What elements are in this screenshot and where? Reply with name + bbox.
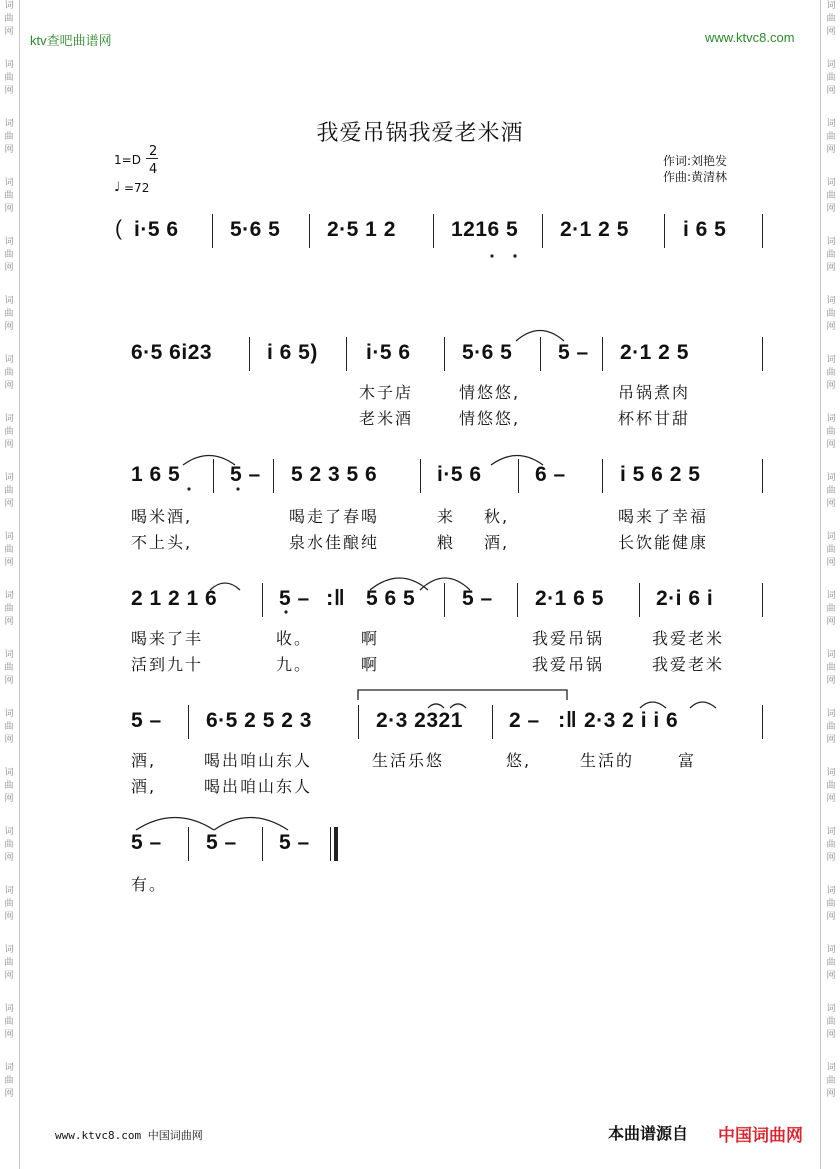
- watermark-char: 曲: [4, 781, 14, 791]
- lyricist: 作词:刘艳发: [663, 154, 728, 168]
- lyric: 粮: [437, 533, 456, 552]
- watermark-char: 网: [826, 1089, 836, 1099]
- measure: 2·3 2 i i 6: [584, 709, 679, 732]
- measure: 6·5 2 5 2 3: [206, 709, 312, 732]
- measure: 5 –: [131, 831, 162, 854]
- watermark-char: 曲: [4, 545, 14, 555]
- lyric: 不上头,: [131, 533, 193, 552]
- lyric: 富: [678, 751, 697, 770]
- watermark-char: 网: [826, 617, 836, 627]
- watermark-char: 网: [826, 263, 836, 273]
- measure: i 6 5: [683, 218, 727, 241]
- site-name-header[interactable]: ktv查吧曲谱网: [30, 33, 112, 48]
- watermark-char: 网: [826, 735, 836, 745]
- lyric: 我爱老米: [652, 655, 725, 674]
- watermark-char: 曲: [826, 14, 836, 24]
- watermark-char: 曲: [4, 486, 14, 496]
- watermark-char: 曲: [4, 132, 14, 142]
- song-title: 我爱吊锅我爱老米酒: [316, 121, 524, 146]
- watermark-char: 词: [4, 945, 14, 955]
- watermark-char: 词: [4, 178, 14, 188]
- watermark-char: 词: [4, 827, 14, 837]
- measure: i 5 6 2 5: [620, 463, 701, 486]
- watermark-char: 词: [826, 1004, 836, 1014]
- watermark-char: 曲: [4, 1017, 14, 1027]
- watermark-char: 网: [4, 86, 14, 96]
- watermark-char: 词: [4, 237, 14, 247]
- composer: 作曲:黄清林: [663, 170, 728, 184]
- measure: 1 6 5: [131, 463, 181, 486]
- watermark-char: 词: [826, 60, 836, 70]
- measure: 2 1 2 1 6: [131, 587, 218, 610]
- watermark-char: 曲: [826, 368, 836, 378]
- watermark-char: 曲: [826, 73, 836, 83]
- lyric: 酒,: [131, 751, 157, 770]
- measure: 1216 5: [451, 218, 519, 241]
- key-signature: 1=D: [114, 153, 141, 167]
- barline: [762, 583, 763, 617]
- watermark-char: 曲: [826, 958, 836, 968]
- dot: [513, 254, 516, 257]
- barline: [602, 337, 603, 371]
- watermark-char: 词: [4, 355, 14, 365]
- watermark-char: 曲: [826, 132, 836, 142]
- lyric: 酒,: [131, 777, 157, 796]
- lyric: 我爱老米: [652, 629, 725, 648]
- lyric: 泉水佳酿纯: [289, 533, 380, 552]
- watermark-char: 词: [826, 886, 836, 896]
- measure: 6·5 6i23: [131, 341, 213, 364]
- lyric: 我爱吊锅: [532, 629, 605, 648]
- watermark-char: 网: [4, 912, 14, 922]
- lyric: 生活乐悠: [372, 751, 445, 770]
- watermark-char: 网: [4, 735, 14, 745]
- measure: 2·1 6 5: [535, 587, 604, 610]
- watermark-char: 词: [4, 532, 14, 542]
- repeat-end-sign: :‖: [558, 707, 578, 732]
- lyric: 来: [437, 507, 456, 526]
- measure: i·5 6: [134, 218, 179, 241]
- watermark-char: 曲: [826, 427, 836, 437]
- watermark-char: 曲: [4, 14, 14, 24]
- watermark-char: 曲: [4, 958, 14, 968]
- barline: [213, 459, 214, 493]
- barline: [188, 705, 189, 739]
- measure: 5 6 5: [366, 587, 416, 610]
- watermark-char: 词: [826, 355, 836, 365]
- watermark-char: 曲: [826, 1076, 836, 1086]
- footer-source-label: 本曲谱源自: [608, 1124, 689, 1143]
- barline: [262, 827, 263, 861]
- lyric: 收。: [276, 629, 313, 648]
- final-barline-thin: [330, 827, 331, 861]
- measure: 5 –: [558, 341, 589, 364]
- right-edge-line: [820, 0, 821, 1169]
- lyric: 啊: [361, 629, 380, 648]
- measure: 5·6 5: [462, 341, 513, 364]
- lyric: 长饮能健康: [618, 533, 709, 552]
- watermark-char: 词: [4, 591, 14, 601]
- watermark-char: 网: [4, 381, 14, 391]
- watermark-char: 曲: [826, 191, 836, 201]
- watermark-char: 曲: [4, 191, 14, 201]
- watermark-char: 词: [4, 296, 14, 306]
- measure: 5 2 3 5 6: [291, 463, 378, 486]
- barline: [602, 459, 603, 493]
- barline: [346, 337, 347, 371]
- watermark-char: 曲: [4, 1076, 14, 1086]
- dot: [490, 254, 493, 257]
- watermark-char: 曲: [4, 250, 14, 260]
- watermark-char: 词: [826, 945, 836, 955]
- lyric: 杯杯甘甜: [618, 409, 691, 428]
- watermark-char: 曲: [826, 840, 836, 850]
- watermark-char: 网: [4, 794, 14, 804]
- measure: i·5 6: [437, 463, 482, 486]
- watermark-char: 词: [4, 650, 14, 660]
- lyric: 喝走了春喝: [289, 507, 380, 526]
- barline: [664, 214, 665, 248]
- watermark-char: 网: [4, 1089, 14, 1099]
- left-watermark-strip: [2, 0, 16, 1169]
- watermark-char: 词: [826, 1, 836, 11]
- watermark-char: 词: [826, 237, 836, 247]
- watermark-char: 曲: [4, 427, 14, 437]
- watermark-char: 网: [826, 676, 836, 686]
- slur: [450, 704, 466, 708]
- dot: [513, 254, 516, 257]
- barline: [762, 214, 763, 248]
- lyric: 喝来了幸福: [618, 507, 709, 526]
- watermark-char: 曲: [826, 781, 836, 791]
- barline: [433, 214, 434, 248]
- measure: 6 –: [535, 463, 566, 486]
- watermark-char: 网: [4, 27, 14, 37]
- watermark-char: 曲: [4, 604, 14, 614]
- watermark-char: 词: [826, 532, 836, 542]
- lyric: 吊锅煮肉: [618, 383, 691, 402]
- quarter-note-icon: ♩: [114, 180, 121, 195]
- lyric: 情悠悠,: [459, 409, 521, 428]
- time-signature-top: 2: [149, 144, 158, 159]
- measure: 2·i 6 i: [656, 587, 714, 610]
- barline: [273, 459, 274, 493]
- watermark-char: 网: [4, 971, 14, 981]
- watermark-char: 曲: [826, 722, 836, 732]
- watermark-char: 词: [4, 709, 14, 719]
- barline: [262, 583, 263, 617]
- slur: [214, 818, 288, 831]
- site-url-header[interactable]: www.ktvc8.com: [705, 30, 795, 45]
- lyric: 啊: [361, 655, 380, 674]
- measure: i 6 5): [267, 341, 318, 364]
- watermark-char: 网: [4, 204, 14, 214]
- watermark-char: 网: [826, 27, 836, 37]
- watermark-char: 词: [4, 119, 14, 129]
- lyric: 木子店: [359, 383, 414, 402]
- watermark-char: 网: [826, 86, 836, 96]
- watermark-char: 词: [826, 178, 836, 188]
- watermark-char: 词: [826, 296, 836, 306]
- watermark-char: 曲: [4, 840, 14, 850]
- watermark-char: 网: [4, 440, 14, 450]
- barline: [540, 337, 541, 371]
- watermark-char: 网: [826, 204, 836, 214]
- measure: 2 –: [509, 709, 540, 732]
- watermark-char: 词: [4, 768, 14, 778]
- measure: 5 –: [279, 831, 310, 854]
- watermark-char: 网: [4, 145, 14, 155]
- lyric: 有。: [131, 875, 168, 894]
- barline: [444, 337, 445, 371]
- volta-bracket: [358, 690, 567, 700]
- measure: 2·1 2 5: [620, 341, 689, 364]
- watermark-char: 网: [826, 853, 836, 863]
- watermark-char: 词: [4, 1063, 14, 1073]
- slur: [640, 702, 666, 708]
- lyric: 我爱吊锅: [532, 655, 605, 674]
- watermark-char: 网: [826, 558, 836, 568]
- watermark-char: 网: [4, 558, 14, 568]
- credits: [663, 153, 727, 185]
- measure: 2·3 2321: [376, 709, 463, 732]
- footer-site-link[interactable]: www.ktvc8.com 中国词曲网: [55, 1129, 203, 1142]
- watermark-char: 词: [826, 591, 836, 601]
- lyric: 秋,: [484, 507, 510, 526]
- watermark-char: 网: [826, 499, 836, 509]
- slur: [136, 818, 214, 831]
- footer-source-site[interactable]: 中国词曲网: [718, 1126, 803, 1146]
- barline: [420, 459, 421, 493]
- watermark-char: 词: [4, 60, 14, 70]
- watermark-char: 网: [4, 853, 14, 863]
- barline: [517, 583, 518, 617]
- watermark-char: 词: [826, 768, 836, 778]
- lyric: 悠,: [506, 751, 532, 770]
- barline: [188, 827, 189, 861]
- measure: 5 –: [230, 463, 261, 486]
- watermark-char: 曲: [826, 250, 836, 260]
- lyric: 九。: [276, 655, 313, 674]
- watermark-char: 网: [826, 794, 836, 804]
- watermark-char: 曲: [826, 309, 836, 319]
- lyric: 老米酒: [359, 409, 414, 428]
- lyric: 喝来了丰: [131, 629, 204, 648]
- watermark-char: 曲: [4, 309, 14, 319]
- dot: [187, 487, 190, 490]
- watermark-char: 词: [4, 473, 14, 483]
- watermark-char: 词: [4, 414, 14, 424]
- watermark-char: 曲: [826, 899, 836, 909]
- watermark-char: 词: [826, 1063, 836, 1073]
- barline: [444, 583, 445, 617]
- measure: 5 –: [131, 709, 162, 732]
- measure: 2·5 1 2: [327, 218, 396, 241]
- watermark-char: 曲: [4, 73, 14, 83]
- watermark-char: 网: [4, 263, 14, 273]
- barline: [358, 705, 359, 739]
- measure: 2·1 2 5: [560, 218, 629, 241]
- slur: [183, 456, 235, 466]
- watermark-char: 词: [826, 650, 836, 660]
- watermark-char: 词: [4, 1, 14, 11]
- measure: 5·6 5: [230, 218, 281, 241]
- watermark-char: 词: [826, 414, 836, 424]
- barline: [249, 337, 250, 371]
- barline: [762, 705, 763, 739]
- left-edge-line: [19, 0, 20, 1169]
- final-barline-thick: [334, 827, 338, 861]
- watermark-char: 曲: [4, 722, 14, 732]
- barline: [762, 459, 763, 493]
- watermark-char: 曲: [826, 545, 836, 555]
- watermark-char: 曲: [4, 368, 14, 378]
- barline: [212, 214, 213, 248]
- intro-open-paren: (: [115, 217, 123, 240]
- time-signature-bottom: 4: [149, 162, 158, 177]
- measure: 5 –: [206, 831, 237, 854]
- lyric: 喝出咱山东人: [204, 751, 313, 770]
- slur: [428, 704, 444, 708]
- watermark-char: 曲: [826, 1017, 836, 1027]
- repeat-end-sign: :‖: [326, 585, 346, 610]
- watermark-char: 网: [4, 617, 14, 627]
- watermark-char: 网: [826, 912, 836, 922]
- lyric: 情悠悠,: [459, 383, 521, 402]
- watermark-char: 网: [826, 1030, 836, 1040]
- barline: [762, 337, 763, 371]
- lyric: 活到九十: [131, 655, 204, 674]
- watermark-char: 曲: [826, 604, 836, 614]
- watermark-char: 曲: [826, 663, 836, 673]
- lyric: 生活的: [580, 751, 635, 770]
- slur: [690, 702, 716, 708]
- lyric: 喝米酒,: [131, 507, 193, 526]
- barline: [518, 459, 519, 493]
- barline: [639, 583, 640, 617]
- watermark-char: 网: [826, 322, 836, 332]
- watermark-char: 曲: [4, 899, 14, 909]
- watermark-char: 词: [826, 473, 836, 483]
- watermark-char: 网: [826, 145, 836, 155]
- watermark-char: 网: [4, 676, 14, 686]
- dot: [236, 487, 239, 490]
- lyric: 喝出咱山东人: [204, 777, 313, 796]
- watermark-char: 词: [826, 709, 836, 719]
- watermark-char: 网: [826, 971, 836, 981]
- watermark-char: 网: [826, 381, 836, 391]
- watermark-char: 网: [4, 322, 14, 332]
- watermark-char: 词: [4, 1004, 14, 1014]
- time-signature-divider: [146, 158, 158, 159]
- watermark-char: 词: [4, 886, 14, 896]
- right-watermark-strip: [824, 0, 838, 1169]
- watermark-char: 词: [826, 119, 836, 129]
- watermark-char: 网: [4, 499, 14, 509]
- tempo-marking: =72: [124, 181, 150, 195]
- measure: 5 –: [279, 587, 310, 610]
- watermark-char: 网: [4, 1030, 14, 1040]
- barline: [492, 705, 493, 739]
- measure: 5 –: [462, 587, 493, 610]
- watermark-char: 网: [826, 440, 836, 450]
- barline: [309, 214, 310, 248]
- measure: i·5 6: [366, 341, 411, 364]
- watermark-char: 词: [826, 827, 836, 837]
- barline: [542, 214, 543, 248]
- lyric: 酒,: [484, 533, 510, 552]
- watermark-char: 曲: [826, 486, 836, 496]
- watermark-char: 曲: [4, 663, 14, 673]
